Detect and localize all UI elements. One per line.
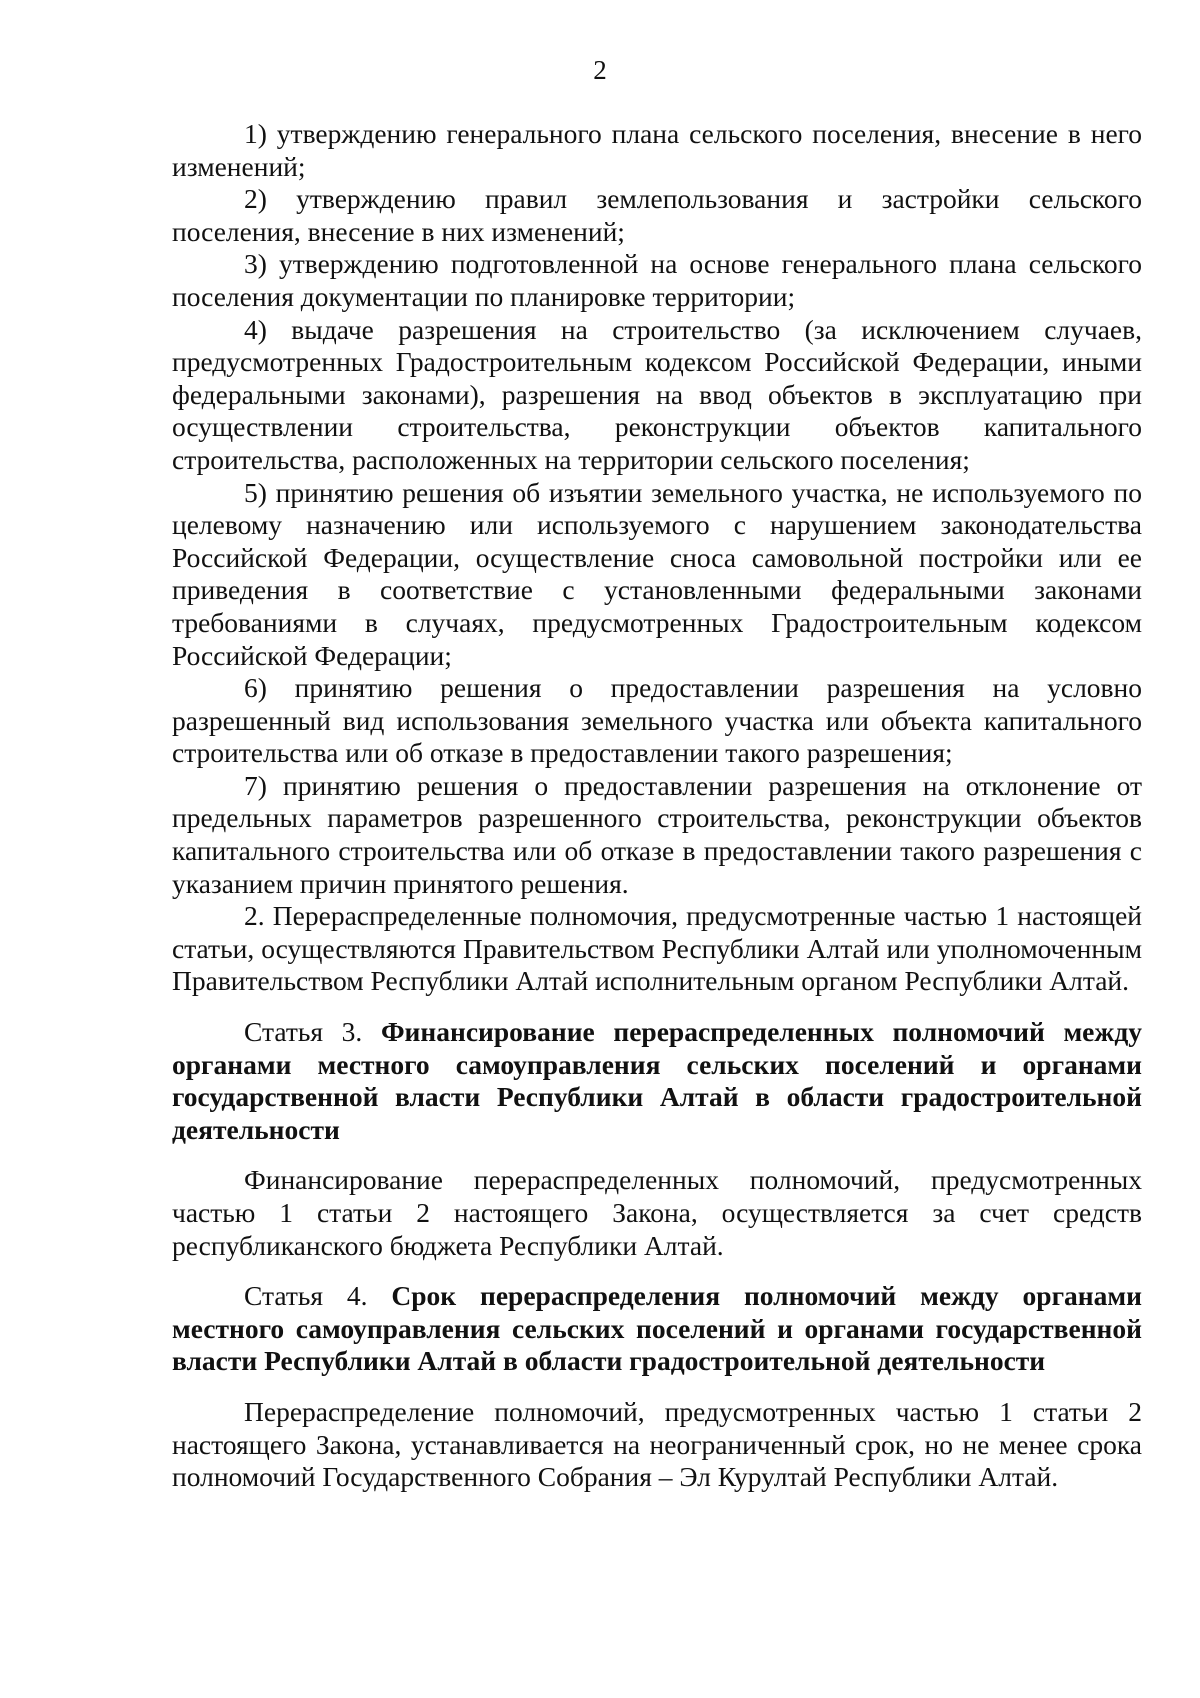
article-4-title: Срок перераспределения полномочий между органами местного самоуправления сельских поселений и органами государственной власти Республики Алтай в области градостроительной деятельности — [172, 1280, 1142, 1377]
article-4-label: Статья 4. — [244, 1280, 392, 1312]
article-4-heading — [172, 1280, 1142, 1378]
paragraph-item-5: 5) принятию решения об изъятии земельного участка, не используемого по целевому назначению или используемого с нарушением законодательства Российской Федерации, осуществление сноса самовольной постройки или ее приведения в соответствие с установленными федеральными законами требованиями в случаях, предусмотренных Градостроительным кодексом Российской Федерации; — [172, 476, 1142, 671]
article-3-title: Финансирование перераспределенных полномочий между органами местного самоуправления сельских поселений и органами государственной власти Республики Алтай в области градостроительной деятельности — [172, 1016, 1142, 1145]
page-number: 2 — [593, 55, 607, 85]
paragraph-item-2: 2) утверждению правил землепользования и застройки сельского поселения, внесение в них изменений; — [172, 183, 1142, 247]
article-3-label: Статья 3. — [244, 1016, 381, 1048]
paragraph-item-7: 7) принятию решения о предоставлении разрешения на отклонение от предельных параметров разрешенного строительства, реконструкции объектов капитального строительства или об отказе в предоставлении такого разрешения с указанием причин принятого решения. — [172, 769, 1142, 899]
article-3-heading — [172, 1016, 1142, 1146]
paragraph-item-1: 1) утверждению генерального плана сельского поселения, внесение в него изменений; — [172, 118, 1142, 182]
document-body — [172, 118, 1142, 1494]
paragraph-item-6: 6) принятию решения о предоставлении разрешения на условно разрешенный вид использования земельного участка или объекта капитального строительства или об отказе в предоставлении такого разрешения; — [172, 672, 1142, 769]
paragraph-item-4: 4) выдаче разрешения на строительство (за исключением случаев, предусмотренных Градостроительным кодексом Российской Федерации, иными федеральными законами), разрешения на ввод объектов в эксплуатацию при осуществлении строительства, реконструкции объектов капитального строительства, расположенных на территории сельского поселения; — [172, 313, 1142, 475]
paragraph-item-3: 3) утверждению подготовленной на основе генерального плана сельского поселения документации по планировке территории; — [172, 248, 1142, 312]
article-3-text: Финансирование перераспределенных полномочий, предусмотренных частью 1 статьи 2 настоящего Закона, осуществляется за счет средств республиканского бюджета Республики Алтай. — [172, 1164, 1142, 1261]
article-4-text: Перераспределение полномочий, предусмотренных частью 1 статьи 2 настоящего Закона, устанавливается на неограниченный срок, но не менее срока полномочий Государственного Собрания – Эл Курултай Республики Алтай. — [172, 1395, 1142, 1493]
paragraph-part-2: 2. Перераспределенные полномочия, предусмотренные частью 1 настоящей статьи, осуществляются Правительством Республики Алтай или уполномоченным Правительством Республики Алтай исполнительным органом Республики Алтай. — [172, 900, 1142, 997]
